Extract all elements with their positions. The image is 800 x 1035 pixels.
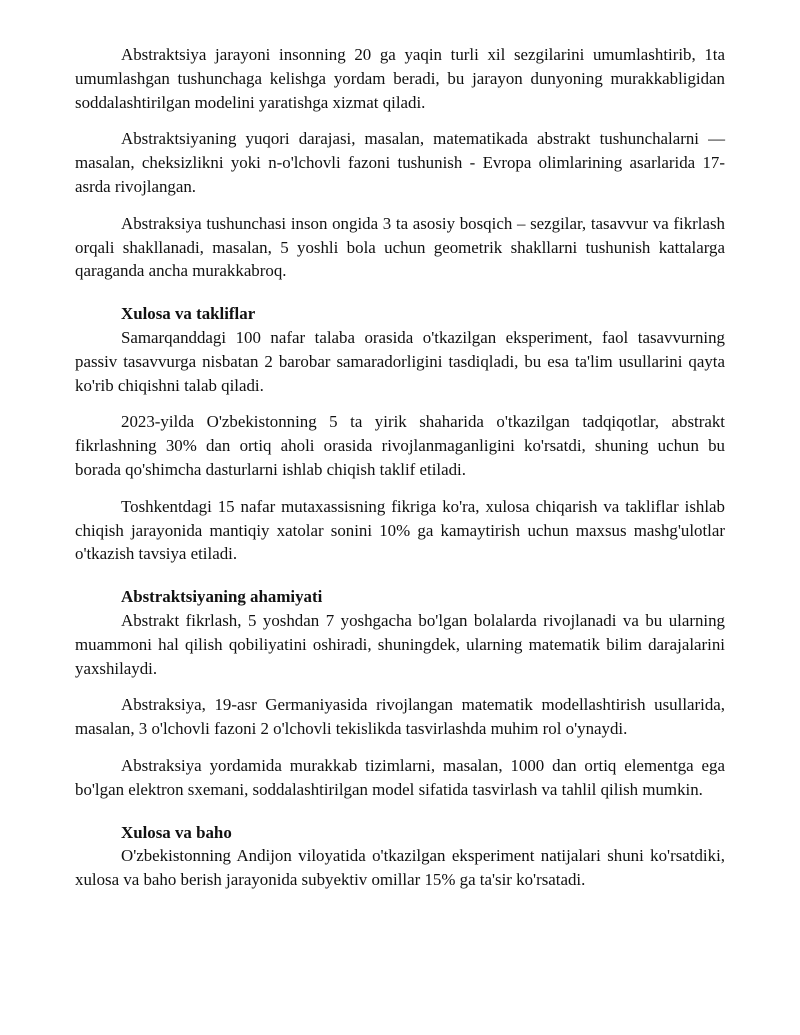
takliflar-paragraph-3: Toshkentdagi 15 nafar mutaxassisning fikriga ko'ra, xulosa chiqarish va takliflar ishlab chiqish jarayonida mantiqiy xatolar sonini 10% ga kamaytirish uchun maxsus mashg'ulotlar o'tkazish tavsiya etiladi. (75, 496, 725, 564)
intro-paragraph-3: Abstraksiya tushunchasi inson ongida 3 ta asosiy bosqich – sezgilar, tasavvur va fikrlash orqali shakllanadi, masalan, 5 yoshli bola uchun geometrik shakllarni tushunish kattalarga qaraganda ancha murakkabroq. (75, 213, 725, 281)
intro-paragraph-2: Abstraktsiyaning yuqori darajasi, masalan, matematikada abstrakt tushunchalarni — masalan, cheksizlikni yoki n-o'lchovli fazoni tushunish - Evropa olimlarining asarlarida 17-asrda rivojlangan. (75, 129, 725, 196)
takliflar-paragraph-2: 2023-yilda O'zbekistonning 5 ta yirik shaharida o'tkazilgan tadqiqotlar, abstrakt fikrlashning 30% dan ortiq aholi orasida rivojlanmaganligini ko'rsatdi, shuning uchun bu borada qo'shimcha dasturlarni ishlab chiqish taklif etiladi. (75, 412, 725, 479)
section-heading-xulosa-va-takliflar: Xulosa va takliflar (121, 304, 256, 324)
ahamiyati-paragraph-3: Abstraksiya yordamida murakkab tizimlarni, masalan, 1000 dan ortiq elementga ega bo'lgan elektron sxemani, soddalashtirilgan model sifatida tasvirlash va tahlil qilish mumkin. (75, 755, 725, 799)
ahamiyati-paragraph-2: Abstraksiya, 19-asr Germaniyasida rivojlangan matematik modellashtirish usullarida, masalan, 3 o'lchovli fazoni 2 o'lchovli tekislikda tasvirlashda muhim rol o'ynaydi. (75, 695, 725, 739)
intro-paragraph-1: Abstraktsiya jarayoni insonning 20 ga yaqin turli xil sezgilarini umumlashtirib, 1ta umumlashgan tushunchaga kelishga yordam beradi, bu jarayon dunyoning murakkabligidan soddalashtirilgan modelini yaratishga xizmat qiladi. (75, 45, 725, 112)
section-heading-abstraktsiyaning-ahamiyati: Abstraktsiyaning ahamiyati (121, 587, 323, 607)
ahamiyati-paragraph-1: Abstrakt fikrlash, 5 yoshdan 7 yoshgacha bo'lgan bolalarda rivojlanadi va bu ularning muammoni hal qilish qobiliyatini oshiradi, shuningdek, ularning matematik bilim darajalarini yaxshilaydi. (75, 610, 725, 678)
section-heading-xulosa-va-baho: Xulosa va baho (121, 822, 232, 842)
takliflar-paragraph-1: Samarqanddagi 100 nafar talaba orasida o'tkazilgan eksperiment, faol tasavvurning passiv tasavvurga nisbatan 2 barobar samaradorligini tasdiqladi, bu esa ta'lim usullarini qayta ko'rib chiqishni talab qiladi. (75, 327, 725, 395)
baho-paragraph-1: O'zbekistonning Andijon viloyatida o'tkazilgan eksperiment natijalari shuni ko'rsatdiki, xulosa va baho berish jarayonida subyektiv omillar 15% ga ta'sir ko'rsatadi. (75, 846, 725, 890)
